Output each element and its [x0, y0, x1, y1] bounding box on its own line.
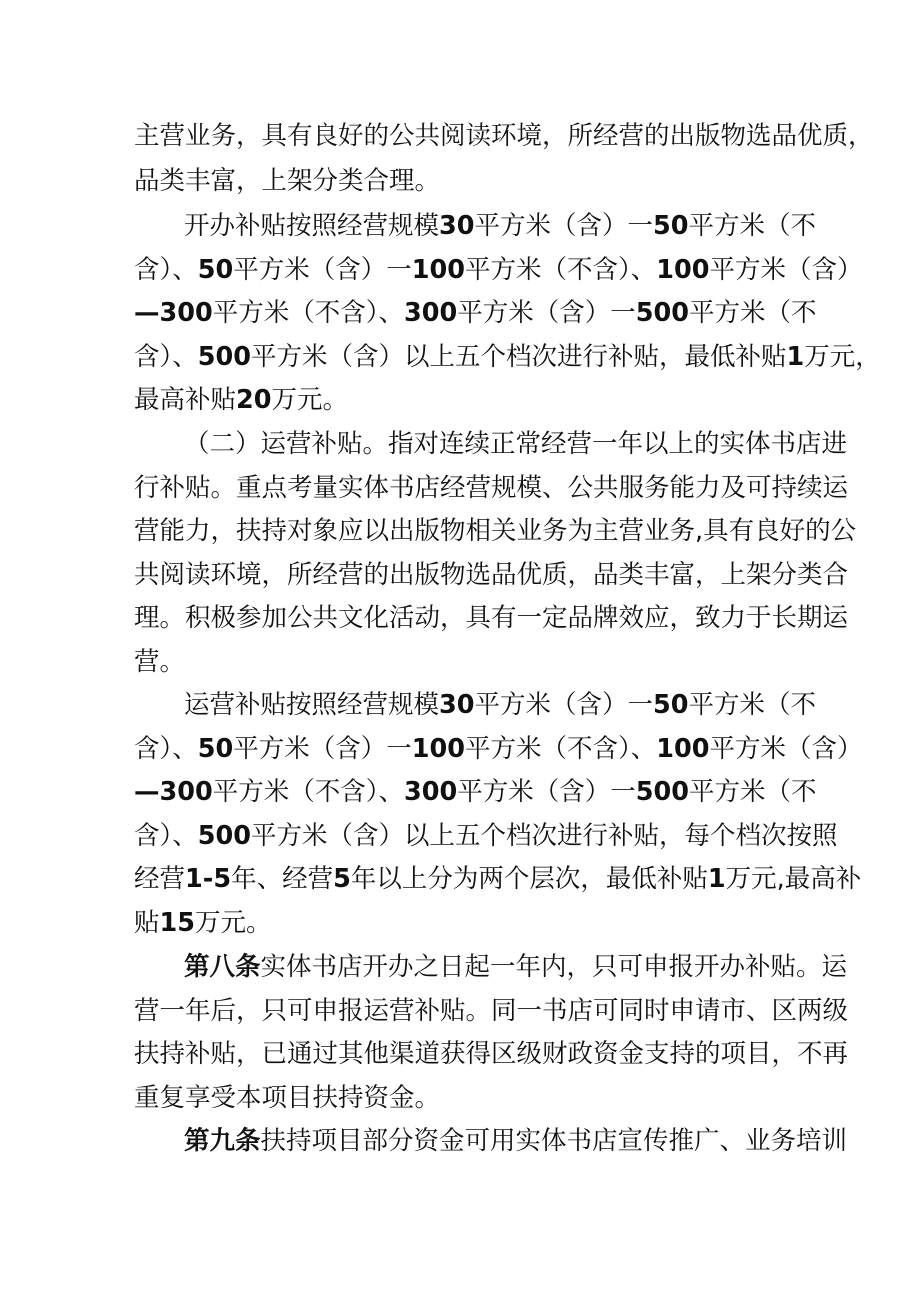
- section-heading-line: （二）运营补贴。指对连续正常经营一年以上的实体书店进: [184, 429, 848, 459]
- text-line: 营。: [134, 647, 186, 677]
- article-8-line: 第八条实体书店开办之日起一年内，只可申报开办补贴。运: [184, 952, 848, 982]
- text-line: 品类丰富，上架分类合理。: [134, 166, 441, 196]
- text-line: —300平方米（不含）、300平方米（含）一500平方米（不: [134, 298, 817, 328]
- text-line: —300平方米（不含）、300平方米（含）一500平方米（不: [134, 777, 817, 807]
- text-line: 含）、50平方米（含）一100平方米（不含）、100平方米（含）: [134, 255, 863, 285]
- article-9-line: 第九条扶持项目部分资金可用实体书店宣传推广、业务培训: [184, 1126, 848, 1156]
- text-line: 经营1-5年、经营5年以上分为两个层次，最低补贴1万元,最高补: [134, 864, 862, 894]
- text-line: 开办补贴按照经营规模30平方米（含）一50平方米（不: [184, 211, 817, 241]
- text-line: 理。积极参加公共文化活动，具有一定品牌效应，致力于长期运: [134, 603, 849, 633]
- text-line: 营能力，扶持对象应以出版物相关业务为主营业务,具有良好的公: [134, 516, 857, 546]
- text-line: 含）、500平方米（含）以上五个档次进行补贴，每个档次按照: [134, 821, 838, 851]
- article-label: 第九条: [184, 1126, 261, 1156]
- text-line: 最高补贴20万元。: [134, 385, 349, 415]
- text-line: 运营补贴按照经营规模30平方米（含）一50平方米（不: [184, 690, 817, 720]
- text-line: 含）、500平方米（含）以上五个档次进行补贴，最低补贴1万元，: [134, 342, 881, 372]
- text-line: 主营业务，具有良好的公共阅读环境，所经营的出版物选品优质，: [134, 121, 874, 151]
- article-label: 第八条: [184, 952, 261, 982]
- text-line: 扶持补贴，已通过其他渠道获得区级财政资金支持的项目，不再: [134, 1039, 849, 1069]
- text-line: 重复享受本项目扶持资金。: [134, 1083, 441, 1113]
- text-line: 共阅读环境，所经营的出版物选品优质，品类丰富，上架分类合: [134, 560, 849, 590]
- text-line: 行补贴。重点考量实体书店经营规模、公共服务能力及可持续运: [134, 473, 849, 503]
- text-line: 营一年后，只可申报运营补贴。同一书店可同时申请市、区两级: [134, 996, 849, 1026]
- text-line: 含）、50平方米（含）一100平方米（不含）、100平方米（含）: [134, 734, 863, 764]
- text-line: 贴15万元。: [134, 908, 272, 938]
